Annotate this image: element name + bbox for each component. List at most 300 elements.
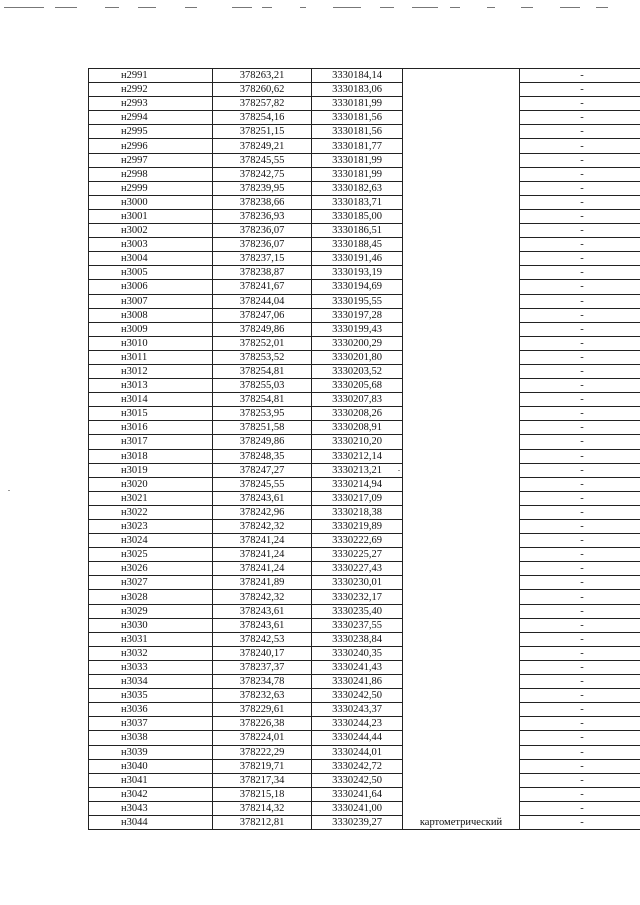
- table-row: [89, 618, 640, 632]
- point-name-cell: н3041: [89, 773, 213, 787]
- method-cell: [403, 590, 520, 604]
- table-row: [89, 181, 640, 195]
- point-name-cell: н3010: [89, 336, 213, 350]
- x-coordinate-cell: 378243,61: [213, 604, 312, 618]
- y-coordinate-cell: 3330219,89: [312, 520, 403, 534]
- y-coordinate-cell: 3330181,99: [312, 153, 403, 167]
- method-cell: [403, 463, 520, 477]
- x-coordinate-cell: 378245,55: [213, 477, 312, 491]
- x-coordinate-cell: 378217,34: [213, 773, 312, 787]
- mark-cell: -: [520, 421, 640, 435]
- method-cell: [403, 364, 520, 378]
- point-name-cell: н2999: [89, 181, 213, 195]
- method-cell: [403, 294, 520, 308]
- mark-cell: -: [520, 576, 640, 590]
- x-coordinate-cell: 378241,89: [213, 576, 312, 590]
- x-coordinate-cell: 378241,24: [213, 562, 312, 576]
- mark-cell: -: [520, 252, 640, 266]
- y-coordinate-cell: 3330201,80: [312, 350, 403, 364]
- table-row: [89, 167, 640, 181]
- point-name-cell: н3044: [89, 815, 213, 829]
- method-cell: [403, 562, 520, 576]
- x-coordinate-cell: 378237,15: [213, 252, 312, 266]
- method-cell: [403, 379, 520, 393]
- point-name-cell: н3018: [89, 449, 213, 463]
- mark-cell: -: [520, 491, 640, 505]
- y-coordinate-cell: 3330241,00: [312, 801, 403, 815]
- method-cell: [403, 111, 520, 125]
- method-cell: [403, 252, 520, 266]
- x-coordinate-cell: 378239,95: [213, 181, 312, 195]
- mark-cell: -: [520, 745, 640, 759]
- method-cell: [403, 167, 520, 181]
- method-cell: [403, 336, 520, 350]
- x-coordinate-cell: 378260,62: [213, 83, 312, 97]
- method-cell: [403, 660, 520, 674]
- point-name-cell: н3021: [89, 491, 213, 505]
- x-coordinate-cell: 378236,07: [213, 224, 312, 238]
- y-coordinate-cell: 3330222,69: [312, 534, 403, 548]
- y-coordinate-cell: 3330210,20: [312, 435, 403, 449]
- x-coordinate-cell: 378243,61: [213, 618, 312, 632]
- y-coordinate-cell: 3330188,45: [312, 238, 403, 252]
- method-cell: [403, 153, 520, 167]
- point-name-cell: н3012: [89, 364, 213, 378]
- point-name-cell: н3037: [89, 717, 213, 731]
- table-row: [89, 632, 640, 646]
- coordinates-table-body: [89, 69, 640, 830]
- y-coordinate-cell: 3330195,55: [312, 294, 403, 308]
- method-cell: [403, 787, 520, 801]
- method-cell: [403, 280, 520, 294]
- table-row: [89, 407, 640, 421]
- scan-speck: [398, 470, 400, 471]
- table-row: [89, 534, 640, 548]
- point-name-cell: н3000: [89, 195, 213, 209]
- mark-cell: -: [520, 604, 640, 618]
- y-coordinate-cell: 3330212,14: [312, 449, 403, 463]
- x-coordinate-cell: 378253,52: [213, 350, 312, 364]
- method-cell: [403, 491, 520, 505]
- method-cell: [403, 435, 520, 449]
- point-name-cell: н2994: [89, 111, 213, 125]
- table-row: [89, 209, 640, 223]
- y-coordinate-cell: 3330181,56: [312, 125, 403, 139]
- table-row: [89, 717, 640, 731]
- mark-cell: -: [520, 153, 640, 167]
- x-coordinate-cell: 378241,67: [213, 280, 312, 294]
- method-cell: [403, 421, 520, 435]
- point-name-cell: н3031: [89, 632, 213, 646]
- point-name-cell: н3028: [89, 590, 213, 604]
- method-cell: [403, 745, 520, 759]
- mark-cell: -: [520, 364, 640, 378]
- table-row: [89, 350, 640, 364]
- x-coordinate-cell: 378247,27: [213, 463, 312, 477]
- table-row: [89, 322, 640, 336]
- mark-cell: -: [520, 322, 640, 336]
- scan-speck: [8, 490, 10, 491]
- point-name-cell: н2998: [89, 167, 213, 181]
- method-cell: [403, 801, 520, 815]
- mark-cell: -: [520, 463, 640, 477]
- y-coordinate-cell: 3330200,29: [312, 336, 403, 350]
- table-row: [89, 379, 640, 393]
- table-row: [89, 83, 640, 97]
- point-name-cell: н3032: [89, 646, 213, 660]
- y-coordinate-cell: 3330243,37: [312, 703, 403, 717]
- x-coordinate-cell: 378252,01: [213, 336, 312, 350]
- table-row: [89, 576, 640, 590]
- table-row: [89, 69, 640, 83]
- method-cell: [403, 407, 520, 421]
- mark-cell: -: [520, 731, 640, 745]
- x-coordinate-cell: 378238,66: [213, 195, 312, 209]
- mark-cell: -: [520, 379, 640, 393]
- x-coordinate-cell: 378242,32: [213, 520, 312, 534]
- mark-cell: -: [520, 308, 640, 322]
- y-coordinate-cell: 3330242,50: [312, 689, 403, 703]
- y-coordinate-cell: 3330183,06: [312, 83, 403, 97]
- table-row: [89, 336, 640, 350]
- y-coordinate-cell: 3330205,68: [312, 379, 403, 393]
- mark-cell: -: [520, 520, 640, 534]
- method-cell: [403, 632, 520, 646]
- method-cell: [403, 618, 520, 632]
- x-coordinate-cell: 378263,21: [213, 69, 312, 83]
- y-coordinate-cell: 3330235,40: [312, 604, 403, 618]
- point-name-cell: н2992: [89, 83, 213, 97]
- table-row: [89, 703, 640, 717]
- table-row: [89, 491, 640, 505]
- y-coordinate-cell: 3330244,01: [312, 745, 403, 759]
- method-cell: [403, 195, 520, 209]
- y-coordinate-cell: 3330225,27: [312, 548, 403, 562]
- y-coordinate-cell: 3330241,86: [312, 675, 403, 689]
- y-coordinate-cell: 3330238,84: [312, 632, 403, 646]
- table-row: [89, 731, 640, 745]
- table-row: [89, 195, 640, 209]
- method-cell: [403, 689, 520, 703]
- x-coordinate-cell: 378244,04: [213, 294, 312, 308]
- point-name-cell: н3019: [89, 463, 213, 477]
- y-coordinate-cell: 3330191,46: [312, 252, 403, 266]
- mark-cell: -: [520, 801, 640, 815]
- point-name-cell: н3009: [89, 322, 213, 336]
- y-coordinate-cell: 3330182,63: [312, 181, 403, 195]
- table-row: [89, 562, 640, 576]
- method-cell: [403, 238, 520, 252]
- table-row: [89, 224, 640, 238]
- y-coordinate-cell: 3330197,28: [312, 308, 403, 322]
- mark-cell: -: [520, 435, 640, 449]
- method-cell: [403, 97, 520, 111]
- scan-header-artifacts: [0, 5, 640, 11]
- method-cell: [403, 350, 520, 364]
- point-name-cell: н2993: [89, 97, 213, 111]
- table-row: [89, 646, 640, 660]
- point-name-cell: н2995: [89, 125, 213, 139]
- mark-cell: -: [520, 393, 640, 407]
- method-cell: [403, 703, 520, 717]
- table-row: [89, 815, 640, 829]
- mark-cell: -: [520, 167, 640, 181]
- point-name-cell: н3039: [89, 745, 213, 759]
- mark-cell: -: [520, 97, 640, 111]
- method-cell: [403, 534, 520, 548]
- mark-cell: -: [520, 195, 640, 209]
- method-cell: [403, 717, 520, 731]
- point-name-cell: н3043: [89, 801, 213, 815]
- x-coordinate-cell: 378257,82: [213, 97, 312, 111]
- mark-cell: -: [520, 350, 640, 364]
- y-coordinate-cell: 3330237,55: [312, 618, 403, 632]
- y-coordinate-cell: 3330217,09: [312, 491, 403, 505]
- mark-cell: -: [520, 449, 640, 463]
- mark-cell: -: [520, 505, 640, 519]
- mark-cell: -: [520, 548, 640, 562]
- table-row: [89, 266, 640, 280]
- method-cell: [403, 393, 520, 407]
- x-coordinate-cell: 378222,29: [213, 745, 312, 759]
- mark-cell: -: [520, 717, 640, 731]
- mark-cell: -: [520, 224, 640, 238]
- method-cell: [403, 520, 520, 534]
- table-row: [89, 477, 640, 491]
- mark-cell: -: [520, 125, 640, 139]
- y-coordinate-cell: 3330239,27: [312, 815, 403, 829]
- method-cell: [403, 449, 520, 463]
- mark-cell: -: [520, 646, 640, 660]
- x-coordinate-cell: 378248,35: [213, 449, 312, 463]
- table-row: [89, 111, 640, 125]
- point-name-cell: н3040: [89, 759, 213, 773]
- method-cell: [403, 322, 520, 336]
- x-coordinate-cell: 378232,63: [213, 689, 312, 703]
- y-coordinate-cell: 3330185,00: [312, 209, 403, 223]
- point-name-cell: н2996: [89, 139, 213, 153]
- x-coordinate-cell: 378214,32: [213, 801, 312, 815]
- table-row: [89, 294, 640, 308]
- mark-cell: -: [520, 69, 640, 83]
- x-coordinate-cell: 378224,01: [213, 731, 312, 745]
- point-name-cell: н3011: [89, 350, 213, 364]
- point-name-cell: н3003: [89, 238, 213, 252]
- mark-cell: -: [520, 632, 640, 646]
- method-cell: [403, 266, 520, 280]
- point-name-cell: н2997: [89, 153, 213, 167]
- point-name-cell: н3006: [89, 280, 213, 294]
- x-coordinate-cell: 378249,86: [213, 435, 312, 449]
- x-coordinate-cell: 378237,37: [213, 660, 312, 674]
- y-coordinate-cell: 3330181,99: [312, 97, 403, 111]
- x-coordinate-cell: 378241,24: [213, 548, 312, 562]
- method-cell: [403, 505, 520, 519]
- x-coordinate-cell: 378255,03: [213, 379, 312, 393]
- table-row: [89, 153, 640, 167]
- table-row: [89, 787, 640, 801]
- x-coordinate-cell: 378253,95: [213, 407, 312, 421]
- y-coordinate-cell: 3330244,44: [312, 731, 403, 745]
- point-name-cell: н3029: [89, 604, 213, 618]
- x-coordinate-cell: 378254,81: [213, 393, 312, 407]
- point-name-cell: н3007: [89, 294, 213, 308]
- y-coordinate-cell: 3330244,23: [312, 717, 403, 731]
- y-coordinate-cell: 3330232,17: [312, 590, 403, 604]
- x-coordinate-cell: 378247,06: [213, 308, 312, 322]
- table-row: [89, 421, 640, 435]
- y-coordinate-cell: 3330242,72: [312, 759, 403, 773]
- x-coordinate-cell: 378229,61: [213, 703, 312, 717]
- method-cell: [403, 548, 520, 562]
- method-cell: [403, 209, 520, 223]
- point-name-cell: н3023: [89, 520, 213, 534]
- point-name-cell: н3005: [89, 266, 213, 280]
- x-coordinate-cell: 378212,81: [213, 815, 312, 829]
- method-cell: [403, 576, 520, 590]
- point-name-cell: н3027: [89, 576, 213, 590]
- table-row: [89, 238, 640, 252]
- mark-cell: -: [520, 787, 640, 801]
- method-cell: [403, 759, 520, 773]
- table-row: [89, 801, 640, 815]
- mark-cell: -: [520, 703, 640, 717]
- mark-cell: -: [520, 266, 640, 280]
- table-row: [89, 449, 640, 463]
- table-row: [89, 125, 640, 139]
- table-row: [89, 689, 640, 703]
- point-name-cell: н3020: [89, 477, 213, 491]
- point-name-cell: н3038: [89, 731, 213, 745]
- table-row: [89, 675, 640, 689]
- x-coordinate-cell: 378243,61: [213, 491, 312, 505]
- point-name-cell: н3036: [89, 703, 213, 717]
- y-coordinate-cell: 3330242,50: [312, 773, 403, 787]
- method-cell: [403, 773, 520, 787]
- y-coordinate-cell: 3330194,69: [312, 280, 403, 294]
- point-name-cell: н3026: [89, 562, 213, 576]
- mark-cell: -: [520, 562, 640, 576]
- x-coordinate-cell: 378215,18: [213, 787, 312, 801]
- y-coordinate-cell: 3330241,43: [312, 660, 403, 674]
- table-row: [89, 97, 640, 111]
- method-cell: [403, 477, 520, 491]
- y-coordinate-cell: 3330214,94: [312, 477, 403, 491]
- y-coordinate-cell: 3330230,01: [312, 576, 403, 590]
- y-coordinate-cell: 3330240,35: [312, 646, 403, 660]
- table-row: [89, 463, 640, 477]
- mark-cell: -: [520, 759, 640, 773]
- x-coordinate-cell: 378242,96: [213, 505, 312, 519]
- table-row: [89, 520, 640, 534]
- y-coordinate-cell: 3330227,43: [312, 562, 403, 576]
- table-row: [89, 548, 640, 562]
- method-cell: [403, 125, 520, 139]
- x-coordinate-cell: 378234,78: [213, 675, 312, 689]
- method-cell: [403, 224, 520, 238]
- x-coordinate-cell: 378238,87: [213, 266, 312, 280]
- mark-cell: -: [520, 689, 640, 703]
- x-coordinate-cell: 378251,58: [213, 421, 312, 435]
- x-coordinate-cell: 378249,21: [213, 139, 312, 153]
- x-coordinate-cell: 378236,07: [213, 238, 312, 252]
- x-coordinate-cell: 378240,17: [213, 646, 312, 660]
- point-name-cell: н3035: [89, 689, 213, 703]
- method-cell: [403, 181, 520, 195]
- y-coordinate-cell: 3330181,56: [312, 111, 403, 125]
- mark-cell: -: [520, 139, 640, 153]
- point-name-cell: н3025: [89, 548, 213, 562]
- point-name-cell: н3017: [89, 435, 213, 449]
- y-coordinate-cell: 3330218,38: [312, 505, 403, 519]
- method-cell: [403, 646, 520, 660]
- y-coordinate-cell: 3330181,77: [312, 139, 403, 153]
- table-row: [89, 660, 640, 674]
- x-coordinate-cell: 378245,55: [213, 153, 312, 167]
- table-row: [89, 252, 640, 266]
- method-cell: картометрический: [403, 815, 520, 829]
- x-coordinate-cell: 378249,86: [213, 322, 312, 336]
- coordinates-table: [88, 68, 640, 830]
- mark-cell: -: [520, 238, 640, 252]
- table-row: [89, 393, 640, 407]
- mark-cell: -: [520, 590, 640, 604]
- table-row: [89, 590, 640, 604]
- x-coordinate-cell: 378242,53: [213, 632, 312, 646]
- mark-cell: -: [520, 773, 640, 787]
- x-coordinate-cell: 378226,38: [213, 717, 312, 731]
- point-name-cell: н3042: [89, 787, 213, 801]
- method-cell: [403, 83, 520, 97]
- mark-cell: -: [520, 181, 640, 195]
- point-name-cell: н3002: [89, 224, 213, 238]
- y-coordinate-cell: 3330184,14: [312, 69, 403, 83]
- y-coordinate-cell: 3330181,99: [312, 167, 403, 181]
- mark-cell: -: [520, 336, 640, 350]
- y-coordinate-cell: 3330186,51: [312, 224, 403, 238]
- point-name-cell: н3008: [89, 308, 213, 322]
- x-coordinate-cell: 378242,75: [213, 167, 312, 181]
- x-coordinate-cell: 378236,93: [213, 209, 312, 223]
- mark-cell: -: [520, 83, 640, 97]
- point-name-cell: н3030: [89, 618, 213, 632]
- mark-cell: -: [520, 407, 640, 421]
- x-coordinate-cell: 378254,16: [213, 111, 312, 125]
- y-coordinate-cell: 3330193,19: [312, 266, 403, 280]
- y-coordinate-cell: 3330203,52: [312, 364, 403, 378]
- point-name-cell: н3024: [89, 534, 213, 548]
- table-row: [89, 773, 640, 787]
- y-coordinate-cell: 3330199,43: [312, 322, 403, 336]
- method-cell: [403, 139, 520, 153]
- method-cell: [403, 731, 520, 745]
- mark-cell: -: [520, 618, 640, 632]
- table-row: [89, 759, 640, 773]
- method-cell: [403, 604, 520, 618]
- method-cell: [403, 69, 520, 83]
- table-row: [89, 280, 640, 294]
- point-name-cell: н3001: [89, 209, 213, 223]
- point-name-cell: н3014: [89, 393, 213, 407]
- point-name-cell: н3013: [89, 379, 213, 393]
- x-coordinate-cell: 378242,32: [213, 590, 312, 604]
- table-row: [89, 505, 640, 519]
- mark-cell: -: [520, 477, 640, 491]
- mark-cell: -: [520, 815, 640, 829]
- table-row: [89, 139, 640, 153]
- mark-cell: -: [520, 675, 640, 689]
- table-row: [89, 604, 640, 618]
